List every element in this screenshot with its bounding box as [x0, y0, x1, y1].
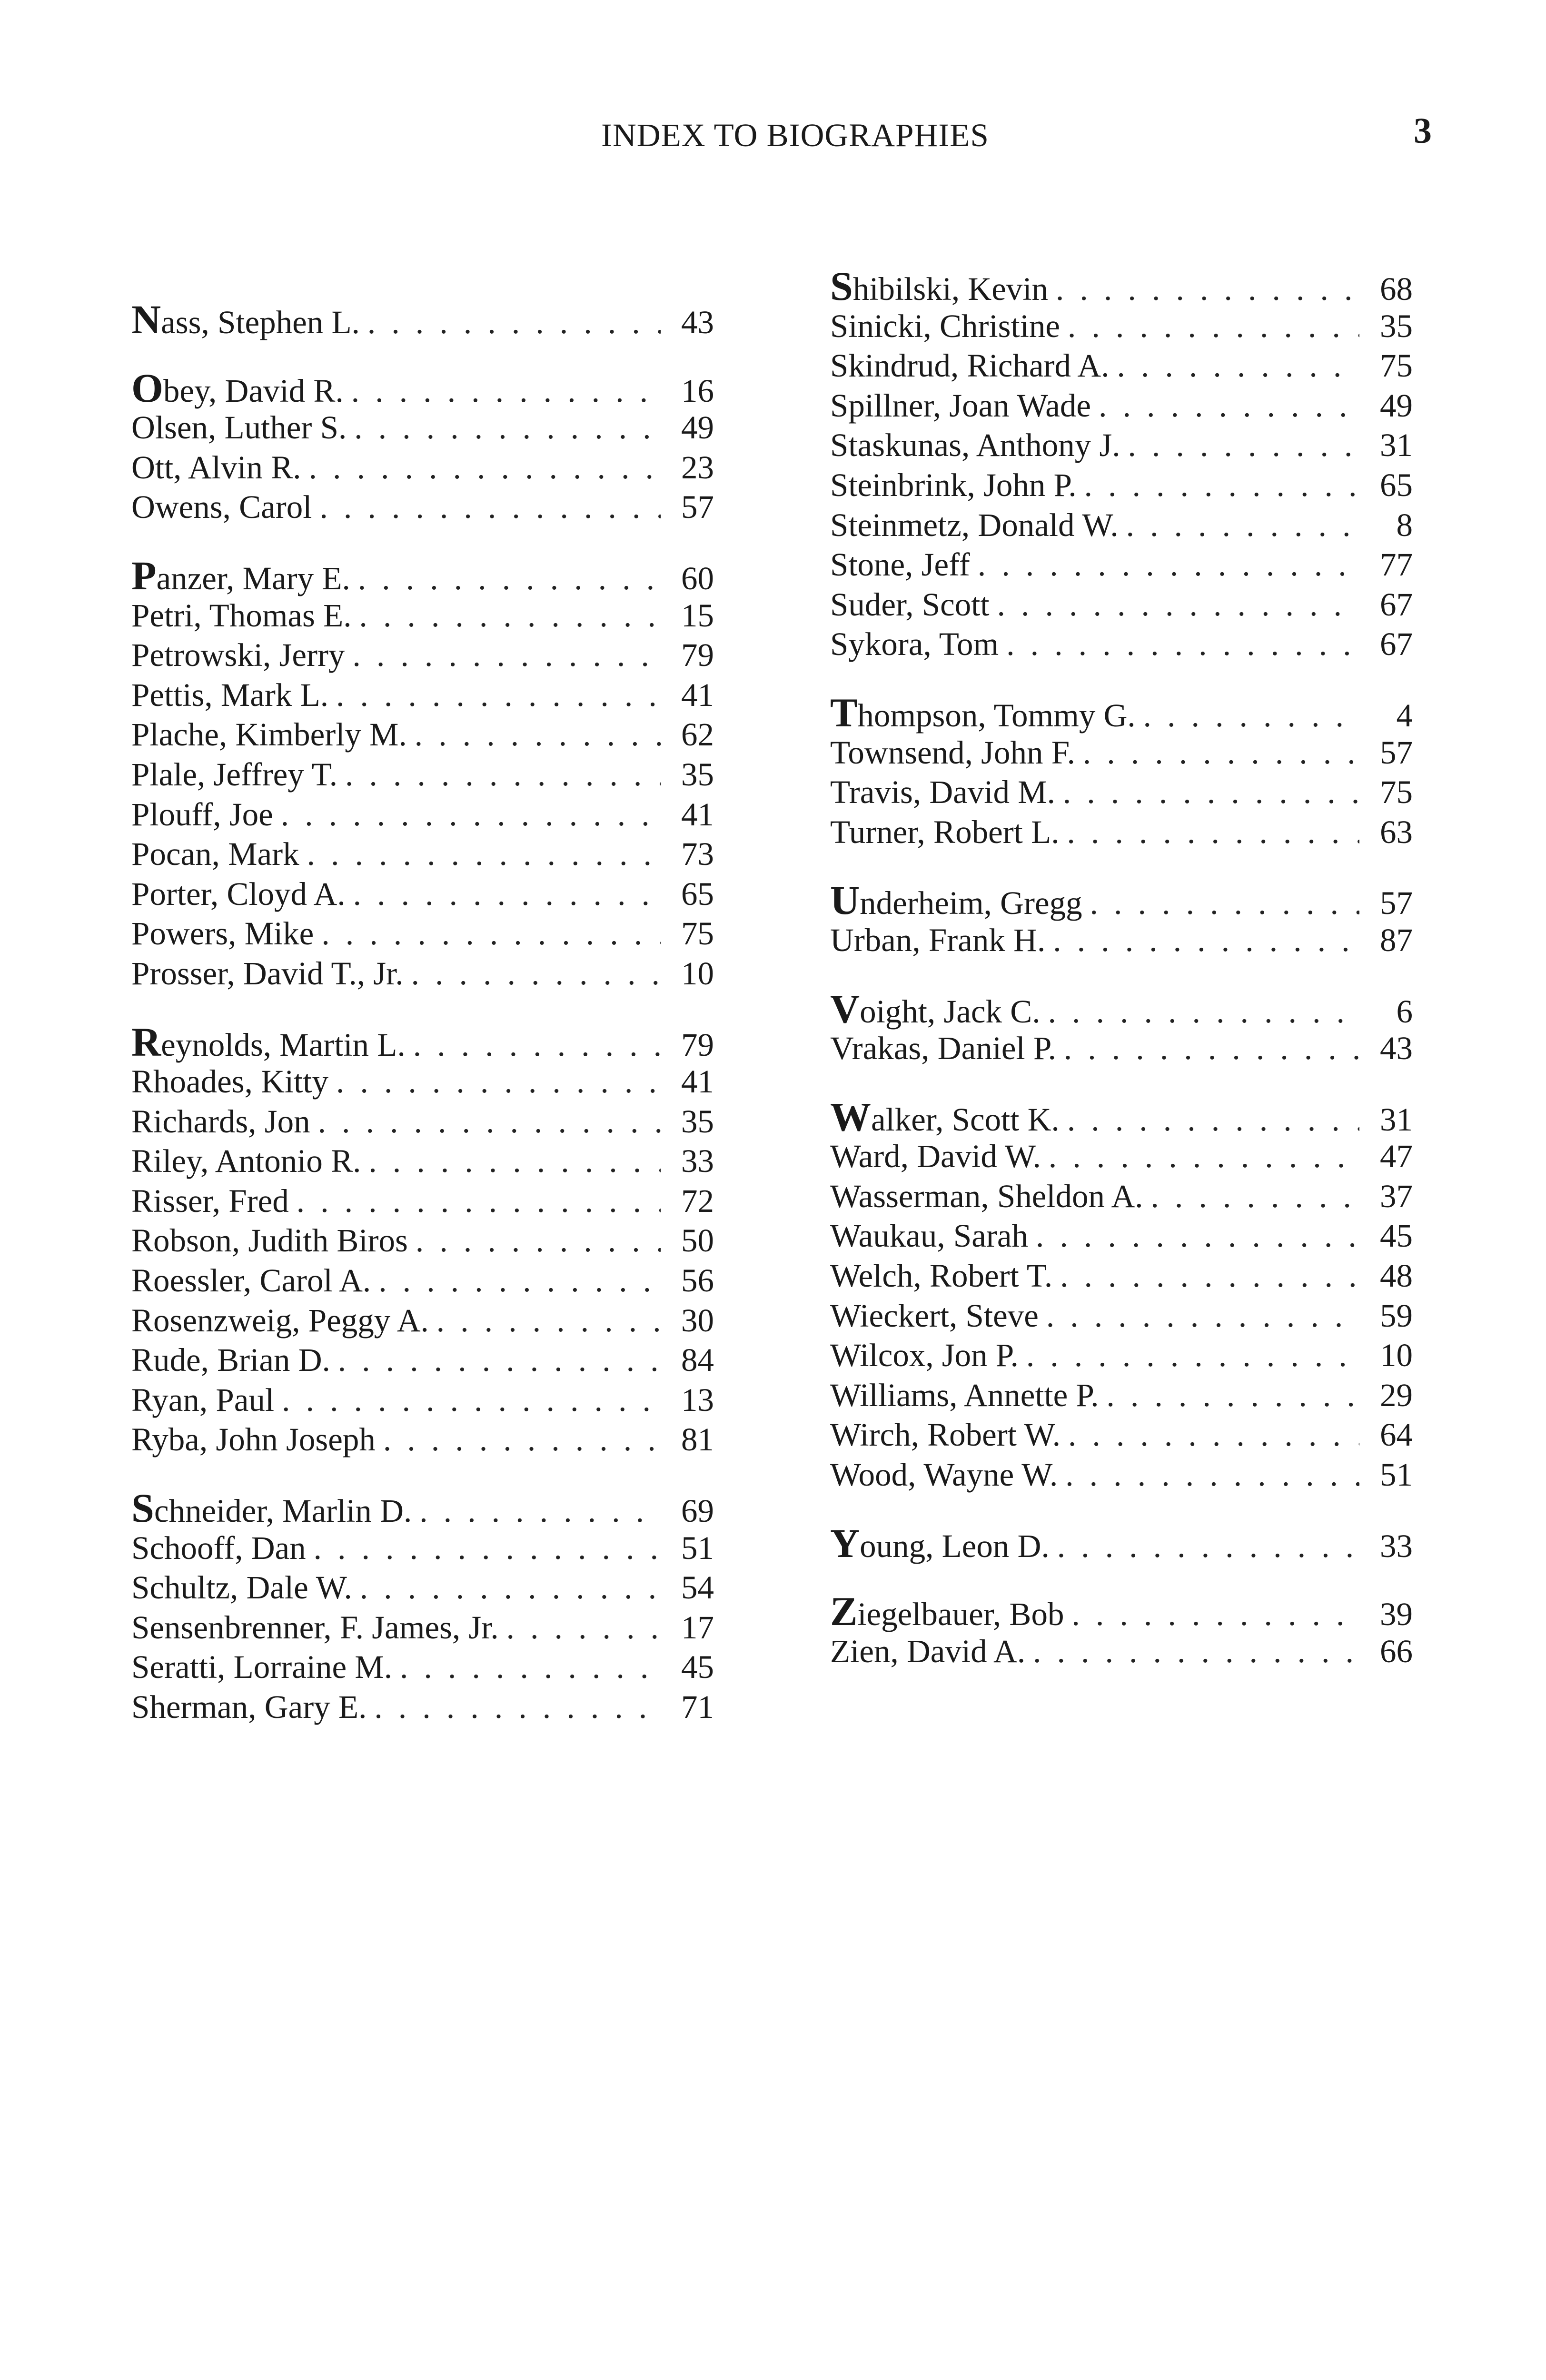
- index-entry: [131, 487, 714, 527]
- index-entry: [830, 813, 1413, 853]
- entry-page-number: 60: [681, 560, 714, 596]
- entry-page-number: 45: [681, 1649, 714, 1686]
- entry-name: Waukau, Sarah: [830, 1218, 1028, 1254]
- dot-leader: [978, 545, 1359, 585]
- entry-page-number: 72: [681, 1182, 714, 1219]
- entry-page-number: 31: [1380, 427, 1413, 464]
- dot-leader: [318, 1102, 661, 1142]
- entry-page-number: 43: [681, 304, 714, 340]
- entry-name: Robson, Judith Biros: [131, 1222, 408, 1259]
- entry-name: Prosser, David T., Jr.: [131, 955, 404, 992]
- entry-page-number: 33: [681, 1143, 714, 1180]
- dot-leader: [282, 1380, 661, 1420]
- index-column-right: [830, 263, 1413, 1700]
- dot-leader: [400, 1647, 661, 1687]
- entry-name: Powers, Mike: [131, 915, 314, 952]
- entry-name: Voight, Jack C.: [830, 985, 1041, 1031]
- entry-page-number: 8: [1396, 506, 1413, 543]
- entry-page-number: 65: [1380, 466, 1413, 503]
- entry-page-number: 13: [681, 1381, 714, 1418]
- entry-name: Shibilski, Kevin: [830, 263, 1049, 309]
- entry-page-number: 51: [1380, 1457, 1413, 1493]
- index-entry: [830, 1177, 1413, 1217]
- entry-name: Ward, David W.: [830, 1138, 1041, 1175]
- entry-page-number: 75: [1380, 347, 1413, 384]
- entry-name: Sherman, Gary E.: [131, 1689, 367, 1725]
- index-entry: [131, 1181, 714, 1221]
- index-entry: [131, 1485, 714, 1531]
- index-entry: [131, 755, 714, 795]
- index-entry: [131, 834, 714, 874]
- entry-name: Underheim, Gregg: [830, 877, 1082, 923]
- index-entry: [131, 1420, 714, 1460]
- index-entry: [830, 386, 1413, 426]
- entry-name: Urban, Frank H.: [830, 922, 1046, 958]
- group-initial-letter: N: [131, 297, 161, 342]
- entry-name: Roessler, Carol A.: [131, 1262, 371, 1299]
- index-entry: [131, 448, 714, 488]
- entry-name: Spillner, Joan Wade: [830, 387, 1091, 424]
- entry-page-number: 59: [1380, 1297, 1413, 1334]
- entry-page-number: 4: [1396, 697, 1413, 734]
- entry-name: Young, Leon D.: [830, 1520, 1050, 1566]
- group-initial-letter: T: [830, 689, 858, 735]
- entry-name: Ott, Alvin R.: [131, 449, 301, 486]
- index-entry: [131, 1647, 714, 1687]
- entry-page-number: 77: [1380, 546, 1413, 583]
- entry-page-number: 10: [681, 955, 714, 992]
- entry-page-number: 63: [1380, 813, 1413, 850]
- entry-name: Schultz, Dale W.: [131, 1569, 352, 1606]
- dot-leader: [374, 1687, 661, 1727]
- index-entry: [131, 1221, 714, 1261]
- entry-page-number: 73: [681, 836, 714, 873]
- dot-leader: [1084, 466, 1359, 506]
- entry-page-number: 10: [1380, 1337, 1413, 1374]
- dot-leader: [1053, 921, 1359, 961]
- index-entry: [131, 365, 714, 411]
- dot-leader: [383, 1420, 661, 1460]
- entry-name: Steinmetz, Donald W.: [830, 506, 1119, 543]
- entry-name: Reynolds, Martin L.: [131, 1019, 406, 1065]
- dot-leader: [1117, 346, 1359, 386]
- dot-leader: [1143, 696, 1359, 736]
- index-entry: [131, 795, 714, 835]
- entry-name: Porter, Cloyd A.: [131, 875, 346, 912]
- entry-name: Panzer, Mary E.: [131, 552, 350, 598]
- entry-name: Steinbrink, John P.: [830, 466, 1077, 503]
- index-entry: [131, 1568, 714, 1608]
- index-letter-group: [830, 263, 1413, 664]
- dot-leader: [413, 1025, 661, 1065]
- index-letter-group: [830, 689, 1413, 852]
- entry-page-number: 30: [681, 1302, 714, 1339]
- dot-leader: [506, 1608, 661, 1648]
- entry-page-number: 35: [681, 756, 714, 793]
- dot-leader: [309, 448, 661, 488]
- dot-leader: [1063, 773, 1359, 813]
- entry-name: Travis, David M.: [830, 774, 1055, 811]
- entry-name: Zien, David A.: [830, 1633, 1026, 1669]
- entry-page-number: 37: [1380, 1178, 1413, 1214]
- entry-name: Welch, Robert T.: [830, 1258, 1053, 1294]
- entry-page-number: 35: [681, 1103, 714, 1140]
- entry-page-number: 49: [681, 409, 714, 446]
- entry-page-number: 41: [681, 796, 714, 833]
- entry-page-number: 54: [681, 1569, 714, 1606]
- dot-leader: [354, 408, 661, 448]
- index-column-left: [131, 297, 714, 1756]
- index-letter-group: [830, 1588, 1413, 1671]
- dot-leader: [1049, 1137, 1359, 1177]
- dot-leader: [411, 954, 661, 994]
- group-initial-letter: P: [131, 552, 157, 598]
- dot-leader: [360, 1568, 661, 1608]
- entry-page-number: 16: [681, 372, 714, 409]
- entry-name: Williams, Annette P.: [830, 1377, 1099, 1413]
- dot-leader: [351, 371, 661, 411]
- dot-leader: [352, 635, 661, 675]
- dot-leader: [1071, 1595, 1359, 1635]
- index-entry: [830, 506, 1413, 545]
- dot-leader: [336, 1062, 661, 1102]
- entry-page-number: 50: [681, 1222, 714, 1259]
- entry-name: Richards, Jon: [131, 1103, 310, 1140]
- entry-name: Ryan, Paul: [131, 1381, 275, 1418]
- entry-name: Turner, Robert L.: [830, 813, 1060, 850]
- entry-name: Wasserman, Sheldon A.: [830, 1178, 1143, 1214]
- entry-page-number: 56: [681, 1262, 714, 1299]
- entry-name: Olsen, Luther S.: [131, 409, 347, 446]
- index-entry: [830, 1296, 1413, 1336]
- index-entry: [131, 552, 714, 598]
- dot-leader: [997, 585, 1359, 625]
- group-initial-letter: R: [131, 1019, 161, 1065]
- dot-leader: [368, 1141, 661, 1181]
- dot-leader: [319, 487, 661, 527]
- entry-page-number: 79: [681, 637, 714, 674]
- group-initial-letter: O: [131, 365, 163, 411]
- dot-leader: [359, 596, 661, 636]
- entry-page-number: 65: [681, 875, 714, 912]
- entry-page-number: 71: [681, 1689, 714, 1725]
- group-initial-letter: U: [830, 877, 860, 923]
- index-entry: [830, 689, 1413, 735]
- dot-leader: [1090, 883, 1359, 923]
- entry-page-number: 49: [1380, 387, 1413, 424]
- group-initial-letter: W: [830, 1093, 871, 1140]
- entry-name: Townsend, John F.: [830, 734, 1075, 771]
- index-entry: [131, 1380, 714, 1420]
- index-entry: [830, 625, 1413, 664]
- index-letter-group: [131, 1019, 714, 1460]
- entry-page-number: 81: [681, 1421, 714, 1458]
- index-entry: [131, 635, 714, 675]
- entry-page-number: 48: [1380, 1258, 1413, 1294]
- entry-page-number: 33: [1380, 1527, 1413, 1564]
- index-entry: [830, 1415, 1413, 1455]
- index-entry: [830, 921, 1413, 961]
- entry-page-number: 43: [1380, 1030, 1413, 1067]
- entry-name: Rude, Brian D.: [131, 1342, 330, 1378]
- entry-name: Vrakas, Daniel P.: [830, 1030, 1056, 1067]
- dot-leader: [297, 1181, 661, 1221]
- index-entry: [830, 466, 1413, 506]
- entry-name: Rosenzweig, Peggy A.: [131, 1302, 429, 1339]
- entry-page-number: 41: [681, 676, 714, 713]
- entry-page-number: 57: [1380, 734, 1413, 771]
- dot-leader: [1048, 992, 1359, 1032]
- group-initial-letter: V: [830, 985, 860, 1031]
- index-entry: [131, 1102, 714, 1142]
- entry-page-number: 6: [1396, 993, 1413, 1030]
- group-initial-letter: S: [830, 263, 853, 309]
- index-entry: [830, 733, 1413, 773]
- running-head: INDEX TO BIOGRAPHIES: [601, 117, 989, 153]
- entry-name: Wirch, Robert W.: [830, 1417, 1060, 1453]
- entry-name: Risser, Fred: [131, 1182, 289, 1219]
- index-entry: [830, 1632, 1413, 1672]
- index-entry: [131, 914, 714, 954]
- entry-name: Riley, Antonio R.: [131, 1143, 361, 1180]
- entry-name: Obey, David R.: [131, 365, 344, 411]
- index-entry: [131, 596, 714, 636]
- index-entry: [131, 1301, 714, 1341]
- entry-page-number: 31: [1380, 1101, 1413, 1138]
- index-entry: [131, 1019, 714, 1065]
- entry-name: Stone, Jeff: [830, 546, 970, 583]
- dot-leader: [1068, 1415, 1359, 1455]
- entry-name: Staskunas, Anthony J.: [830, 427, 1120, 464]
- entry-name: Wood, Wayne W.: [830, 1457, 1058, 1493]
- entry-name: Pocan, Mark: [131, 836, 299, 873]
- entry-name: Ziegelbauer, Bob: [830, 1588, 1064, 1635]
- dot-leader: [307, 834, 661, 874]
- index-entry: [830, 985, 1413, 1031]
- dot-leader: [436, 1301, 661, 1341]
- index-letter-group: [830, 985, 1413, 1069]
- index-entry: [830, 307, 1413, 347]
- index-entry: [131, 408, 714, 448]
- entry-page-number: 64: [1380, 1417, 1413, 1453]
- dot-leader: [1036, 1216, 1359, 1256]
- index-entry: [830, 1137, 1413, 1177]
- index-entry: [830, 1376, 1413, 1416]
- dot-leader: [281, 795, 661, 835]
- entry-page-number: 79: [681, 1026, 714, 1063]
- entry-page-number: 29: [1380, 1377, 1413, 1413]
- entry-name: Seratti, Lorraine M.: [131, 1649, 392, 1686]
- index-entry: [830, 1093, 1413, 1140]
- entry-page-number: 51: [681, 1529, 714, 1566]
- dot-leader: [358, 559, 661, 599]
- dot-leader: [1128, 426, 1359, 466]
- entry-name: Rhoades, Kitty: [131, 1063, 328, 1100]
- dot-leader: [1060, 1256, 1359, 1296]
- dot-leader: [1107, 1376, 1359, 1416]
- index-entry: [131, 1528, 714, 1568]
- dot-leader: [1065, 1455, 1359, 1495]
- dot-leader: [353, 874, 661, 914]
- index-entry: [830, 1336, 1413, 1376]
- index-entry: [131, 1261, 714, 1301]
- index-letter-group: [131, 365, 714, 527]
- dot-leader: [1006, 625, 1359, 664]
- index-letter-group: [131, 552, 714, 994]
- index-entry: [830, 1029, 1413, 1069]
- index-entry: [830, 1520, 1413, 1566]
- entry-page-number: 23: [681, 449, 714, 486]
- entry-page-number: 17: [681, 1609, 714, 1646]
- entry-name: Thompson, Tommy G.: [830, 689, 1136, 735]
- entry-page-number: 75: [1380, 774, 1413, 811]
- dot-leader: [1126, 506, 1359, 545]
- index-entry: [131, 1062, 714, 1102]
- index-entry: [830, 1256, 1413, 1296]
- entry-page-number: 69: [681, 1493, 714, 1529]
- index-entry: [131, 874, 714, 914]
- index-entry: [830, 263, 1413, 309]
- entry-name: Petrowski, Jerry: [131, 637, 345, 674]
- index-letter-group: [131, 1485, 714, 1727]
- index-entry: [830, 1455, 1413, 1495]
- group-initial-letter: Y: [830, 1520, 860, 1566]
- dot-leader: [415, 715, 661, 755]
- entry-page-number: 67: [1380, 586, 1413, 623]
- entry-name: Suder, Scott: [830, 586, 990, 623]
- index-letter-group: [131, 297, 714, 342]
- index-entry: [131, 675, 714, 715]
- dot-leader: [1099, 386, 1359, 426]
- entry-page-number: 57: [1380, 885, 1413, 922]
- page-number: 3: [1414, 111, 1432, 151]
- index-letter-group: [830, 1093, 1413, 1495]
- entry-page-number: 84: [681, 1342, 714, 1378]
- entry-page-number: 57: [681, 489, 714, 526]
- dot-leader: [1068, 307, 1359, 347]
- entry-page-number: 35: [1380, 307, 1413, 344]
- entry-page-number: 47: [1380, 1138, 1413, 1175]
- entry-name: Wilcox, Jon P.: [830, 1337, 1019, 1374]
- dot-leader: [1056, 269, 1359, 309]
- group-initial-letter: Z: [830, 1588, 858, 1635]
- dot-leader: [314, 1528, 661, 1568]
- index-entry: [830, 545, 1413, 585]
- dot-leader: [367, 303, 661, 343]
- index-entry: [131, 297, 714, 342]
- entry-name: Sinicki, Christine: [830, 307, 1060, 344]
- dot-leader: [1151, 1177, 1359, 1217]
- dot-leader: [416, 1221, 661, 1261]
- entry-name: Schneider, Marlin D.: [131, 1485, 412, 1531]
- entry-name: Walker, Scott K.: [830, 1093, 1060, 1140]
- entry-name: Plache, Kimberly M.: [131, 716, 407, 753]
- dot-leader: [1033, 1632, 1359, 1672]
- dot-leader: [345, 755, 661, 795]
- dot-leader: [419, 1491, 661, 1531]
- entry-name: Wieckert, Steve: [830, 1297, 1039, 1334]
- index-entry: [131, 1687, 714, 1727]
- entry-page-number: 45: [1380, 1218, 1413, 1254]
- dot-leader: [1026, 1336, 1359, 1376]
- entry-name: Skindrud, Richard A.: [830, 347, 1110, 384]
- entry-name: Schooff, Dan: [131, 1529, 306, 1566]
- entry-page-number: 67: [1380, 626, 1413, 663]
- index-entry: [830, 1216, 1413, 1256]
- dot-leader: [321, 914, 661, 954]
- dot-leader: [1064, 1029, 1359, 1069]
- entry-name: Pettis, Mark L.: [131, 676, 328, 713]
- index-entry: [830, 773, 1413, 813]
- index-entry: [131, 1608, 714, 1648]
- entry-name: Petri, Thomas E.: [131, 597, 352, 634]
- dot-leader: [1067, 1100, 1359, 1140]
- dot-leader: [336, 675, 661, 715]
- entry-page-number: 39: [1380, 1596, 1413, 1633]
- entry-name: Plouff, Joe: [131, 796, 273, 833]
- entry-name: Sykora, Tom: [830, 626, 999, 663]
- entry-page-number: 87: [1380, 922, 1413, 958]
- entry-page-number: 15: [681, 597, 714, 634]
- index-entry: [830, 585, 1413, 625]
- entry-name: Plale, Jeffrey T.: [131, 756, 338, 793]
- entry-name: Nass, Stephen L.: [131, 297, 360, 342]
- entry-page-number: 62: [681, 716, 714, 753]
- index-entry: [131, 954, 714, 994]
- index-entry: [131, 715, 714, 755]
- entry-page-number: 41: [681, 1063, 714, 1100]
- dot-leader: [1046, 1296, 1359, 1336]
- entry-name: Ryba, John Joseph: [131, 1421, 376, 1458]
- dot-leader: [378, 1261, 661, 1301]
- entry-name: Owens, Carol: [131, 489, 312, 526]
- index-entry: [830, 426, 1413, 466]
- entry-page-number: 68: [1380, 271, 1413, 307]
- dot-leader: [1057, 1527, 1359, 1567]
- index-entry: [830, 346, 1413, 386]
- dot-leader: [1083, 733, 1359, 773]
- index-entry: [131, 1141, 714, 1181]
- dot-leader: [1067, 813, 1359, 853]
- index-entry: [830, 877, 1413, 923]
- dot-leader: [338, 1340, 661, 1380]
- entry-page-number: 75: [681, 915, 714, 952]
- entry-name: Sensenbrenner, F. James, Jr.: [131, 1609, 499, 1646]
- group-initial-letter: S: [131, 1485, 154, 1531]
- entry-page-number: 66: [1380, 1633, 1413, 1669]
- index-letter-group: [830, 1520, 1413, 1566]
- index-letter-group: [830, 877, 1413, 960]
- index-entry: [131, 1340, 714, 1380]
- index-entry: [830, 1588, 1413, 1635]
